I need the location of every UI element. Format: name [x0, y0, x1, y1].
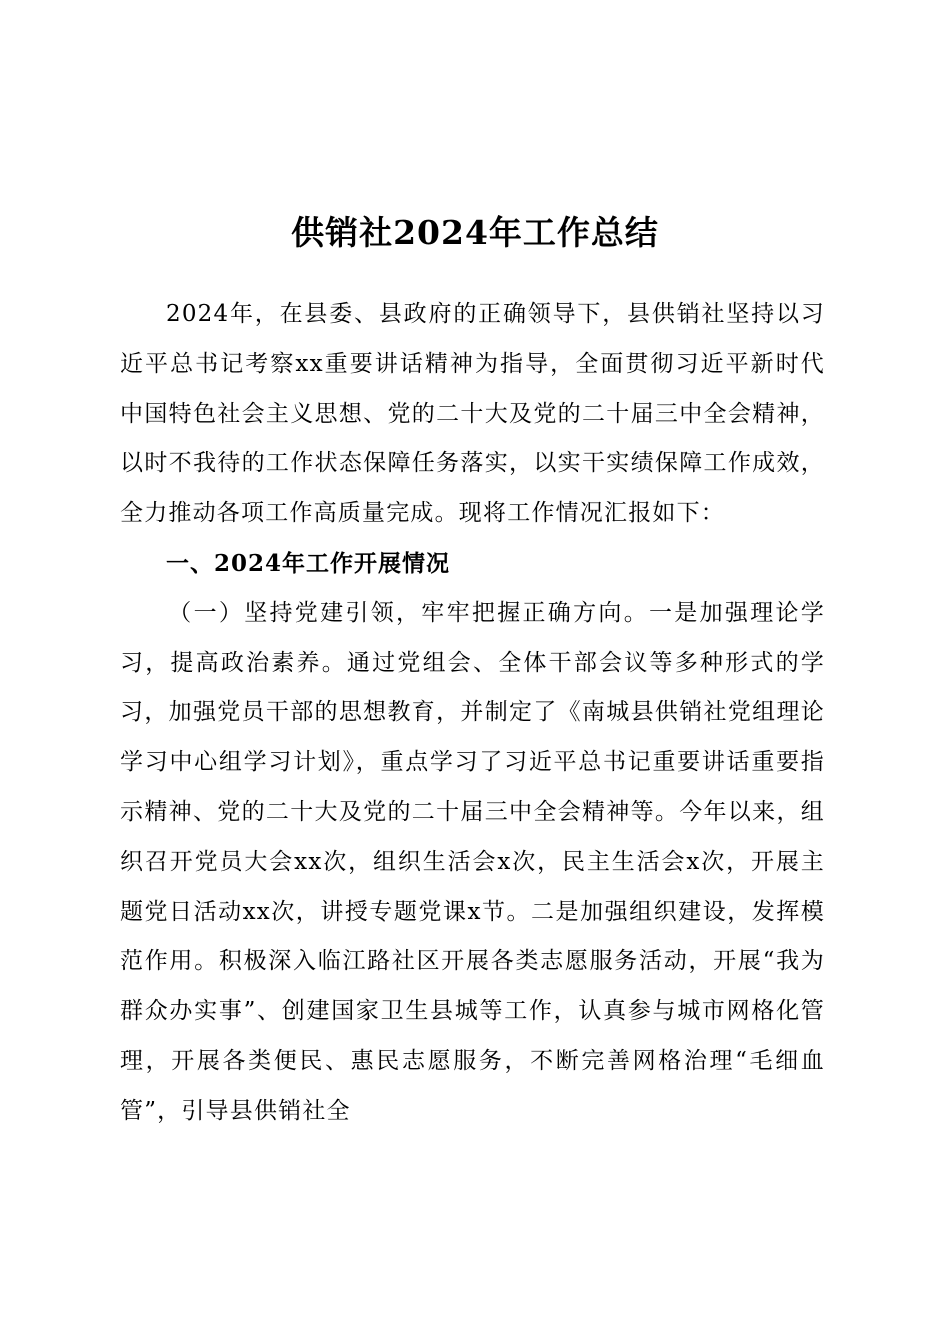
section-paragraph: （一）坚持党建引领，牢牢把握正确方向。一是加强理论学习，提高政治素养。通过党组会、全体干部会议等多种形式的学习，加强党员干部的思想教育，并制定了《南城县供销社党组理论学习中心组学习计划》，重点学习了习近平总书记重要讲话重要指示精神、党的二十大及党的二十届三中全会精神等。今年以来，组织召开党员大会xx次，组织生活会x次，民主生活会x次，开展主题党日活动xx次，讲授专题党课x节。二是加强组织建设，发挥模范作用。积极深入临江路社区开展各类志愿服务活动，开展“我为群众办实事”、创建国家卫生县城等工作，认真参与城市网格化管理，开展各类便民、惠民志愿服务，不断完善网格治理“毛细血管”，引导县供销社全	[120, 599, 825, 1124]
document-title: 供销社2024年工作总结	[291, 213, 659, 253]
document-body	[120, 290, 825, 1137]
section-heading: 一、2024年工作开展情况	[166, 549, 451, 577]
intro-paragraph: 2024年，在县委、县政府的正确领导下，县供销社坚持以习近平总书记考察xx重要讲话精神为指导，全面贯彻习近平新时代中国特色社会主义思想、党的二十大及党的二十届三中全会精神，以时不我待的工作状态保障任务落实，以实干实绩保障工作成效，全力推动各项工作高质量完成。现将工作情况汇报如下：	[120, 301, 825, 527]
